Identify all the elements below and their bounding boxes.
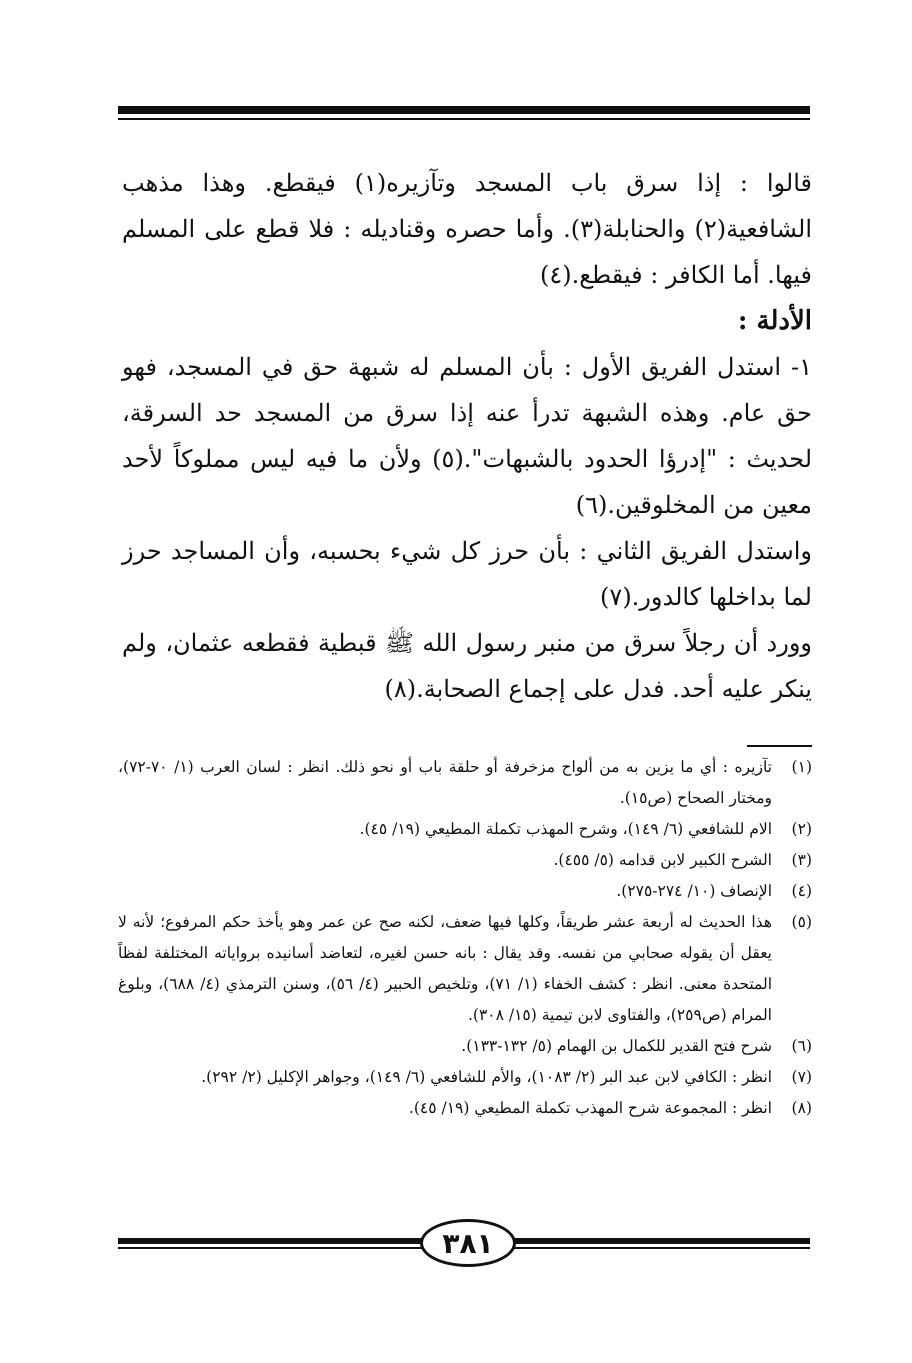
footnote-5 [118, 907, 812, 1031]
footnote-text: الام للشافعي (٦/ ١٤٩)، وشرح المهذب تكملة المطيعي (١٩/ ٤٥). [359, 820, 772, 838]
footnote-text: شرح فتح القدير للكمال بن الهمام (٥/ ١٣٢-١٣٣). [461, 1037, 772, 1055]
footnote-2 [118, 814, 812, 845]
top-rule-thick [118, 106, 810, 114]
footnote-number: (٢) [791, 820, 812, 838]
footnote-number: (١) [791, 758, 812, 776]
paragraph-evidence-2: واستدل الفريق الثاني : بأن حرز كل شيء بحسبه، وأن المساجد حرز لما بداخلها كالدور.(٧) [122, 537, 812, 611]
footnote-text: انظر : الكافي لابن عبد البر (٢/ ١٠٨٣)، والأم للشافعي (٦/ ١٤٩)، وجواهر الإكليل (٢/ ٢٩٢). [201, 1068, 772, 1086]
top-rule-thin [118, 118, 810, 120]
footnote-number: (٣) [791, 851, 812, 869]
footnote-text: انظر : المجموعة شرح المهذب تكملة المطيعي (١٩/ ٤٥). [408, 1099, 772, 1117]
footnote-number: (٤) [791, 882, 812, 900]
footnote-number: (٧) [791, 1068, 812, 1086]
page-footer [0, 1214, 912, 1274]
footnote-text: الإنصاف (١٠/ ٢٧٤-٢٧٥). [616, 882, 772, 900]
evidence-heading: الأدلة : [737, 306, 812, 336]
footnotes [118, 752, 812, 1124]
footnote-8 [118, 1093, 812, 1124]
footnote-text: الشرح الكبير لابن قدامه (٥/ ٤٥٥). [553, 851, 772, 869]
paragraph-evidence-3: وورد أن رجلاً سرق من منبر رسول الله ﷺ قبطية فقطعه عثمان، ولم ينكر عليه أحد. فدل على إجماع الصحابة.(٨) [122, 629, 812, 703]
footnote-number: (٦) [791, 1037, 812, 1055]
footnote-3 [118, 845, 812, 876]
footnote-6 [118, 1031, 812, 1062]
footnote-separator [747, 745, 812, 747]
footnote-text: تآزيره : أي ما يزين به من ألواح مزخرفة أو حلقة باب أو نحو ذلك. انظر : لسان العرب (١/ ٧٠-٧٢)، ومختار الصحاح (ص١٥). [118, 758, 772, 807]
paragraph-opinion: قالوا : إذا سرق باب المسجد وتآزيره(١) فيقطع. وهذا مذهب الشافعية(٢) والحنابلة(٣). وأما حصره وقناديله : فلا قطع على المسلم فيها. أما الكافر : فيقطع.(٤) [122, 169, 812, 289]
footnote-number: (٨) [791, 1099, 812, 1117]
page-number: ٣٨١ [420, 1219, 516, 1267]
paragraph-evidence-1: ١- استدل الفريق الأول : بأن المسلم له شبهة حق في المسجد، فهو حق عام. وهذه الشبهة تدرأ عنه إذا سرق من المسجد حد السرقة، لحديث : "إدرؤا الحدود بالشبهات".(٥) ولأن ما فيه ليس مملوكاً لأحد معين من المخلوقين.(٦) [122, 353, 813, 519]
footnote-4 [118, 876, 812, 907]
footnote-7 [118, 1062, 812, 1093]
footnote-number: (٥) [791, 913, 812, 931]
main-text [122, 160, 812, 712]
footnote-text: هذا الحديث له أربعة عشر طريقاً، وكلها فيها ضعف، لكنه صح عن عمر وهو يأخذ حكم المرفوع؛ لأنه لا يعقل أن يقوله صحابي من نفسه. وقد يقال : بانه حسن لغيره، لتعاضد أسانيده برواياته المختلفة لفظاً المتحدة معنى. انظر : كشف الخفاء (١/ ٧١)، وتلخيص الحبير (٤/ ٥٦)، وسنن الترمذي (٤/ ٦٨٨)، وبلوغ المرام (ص٢٥٩)، والفتاوى لابن تيمية (١٥/ ٣٠٨). [118, 913, 773, 1024]
footnote-1 [118, 752, 812, 814]
